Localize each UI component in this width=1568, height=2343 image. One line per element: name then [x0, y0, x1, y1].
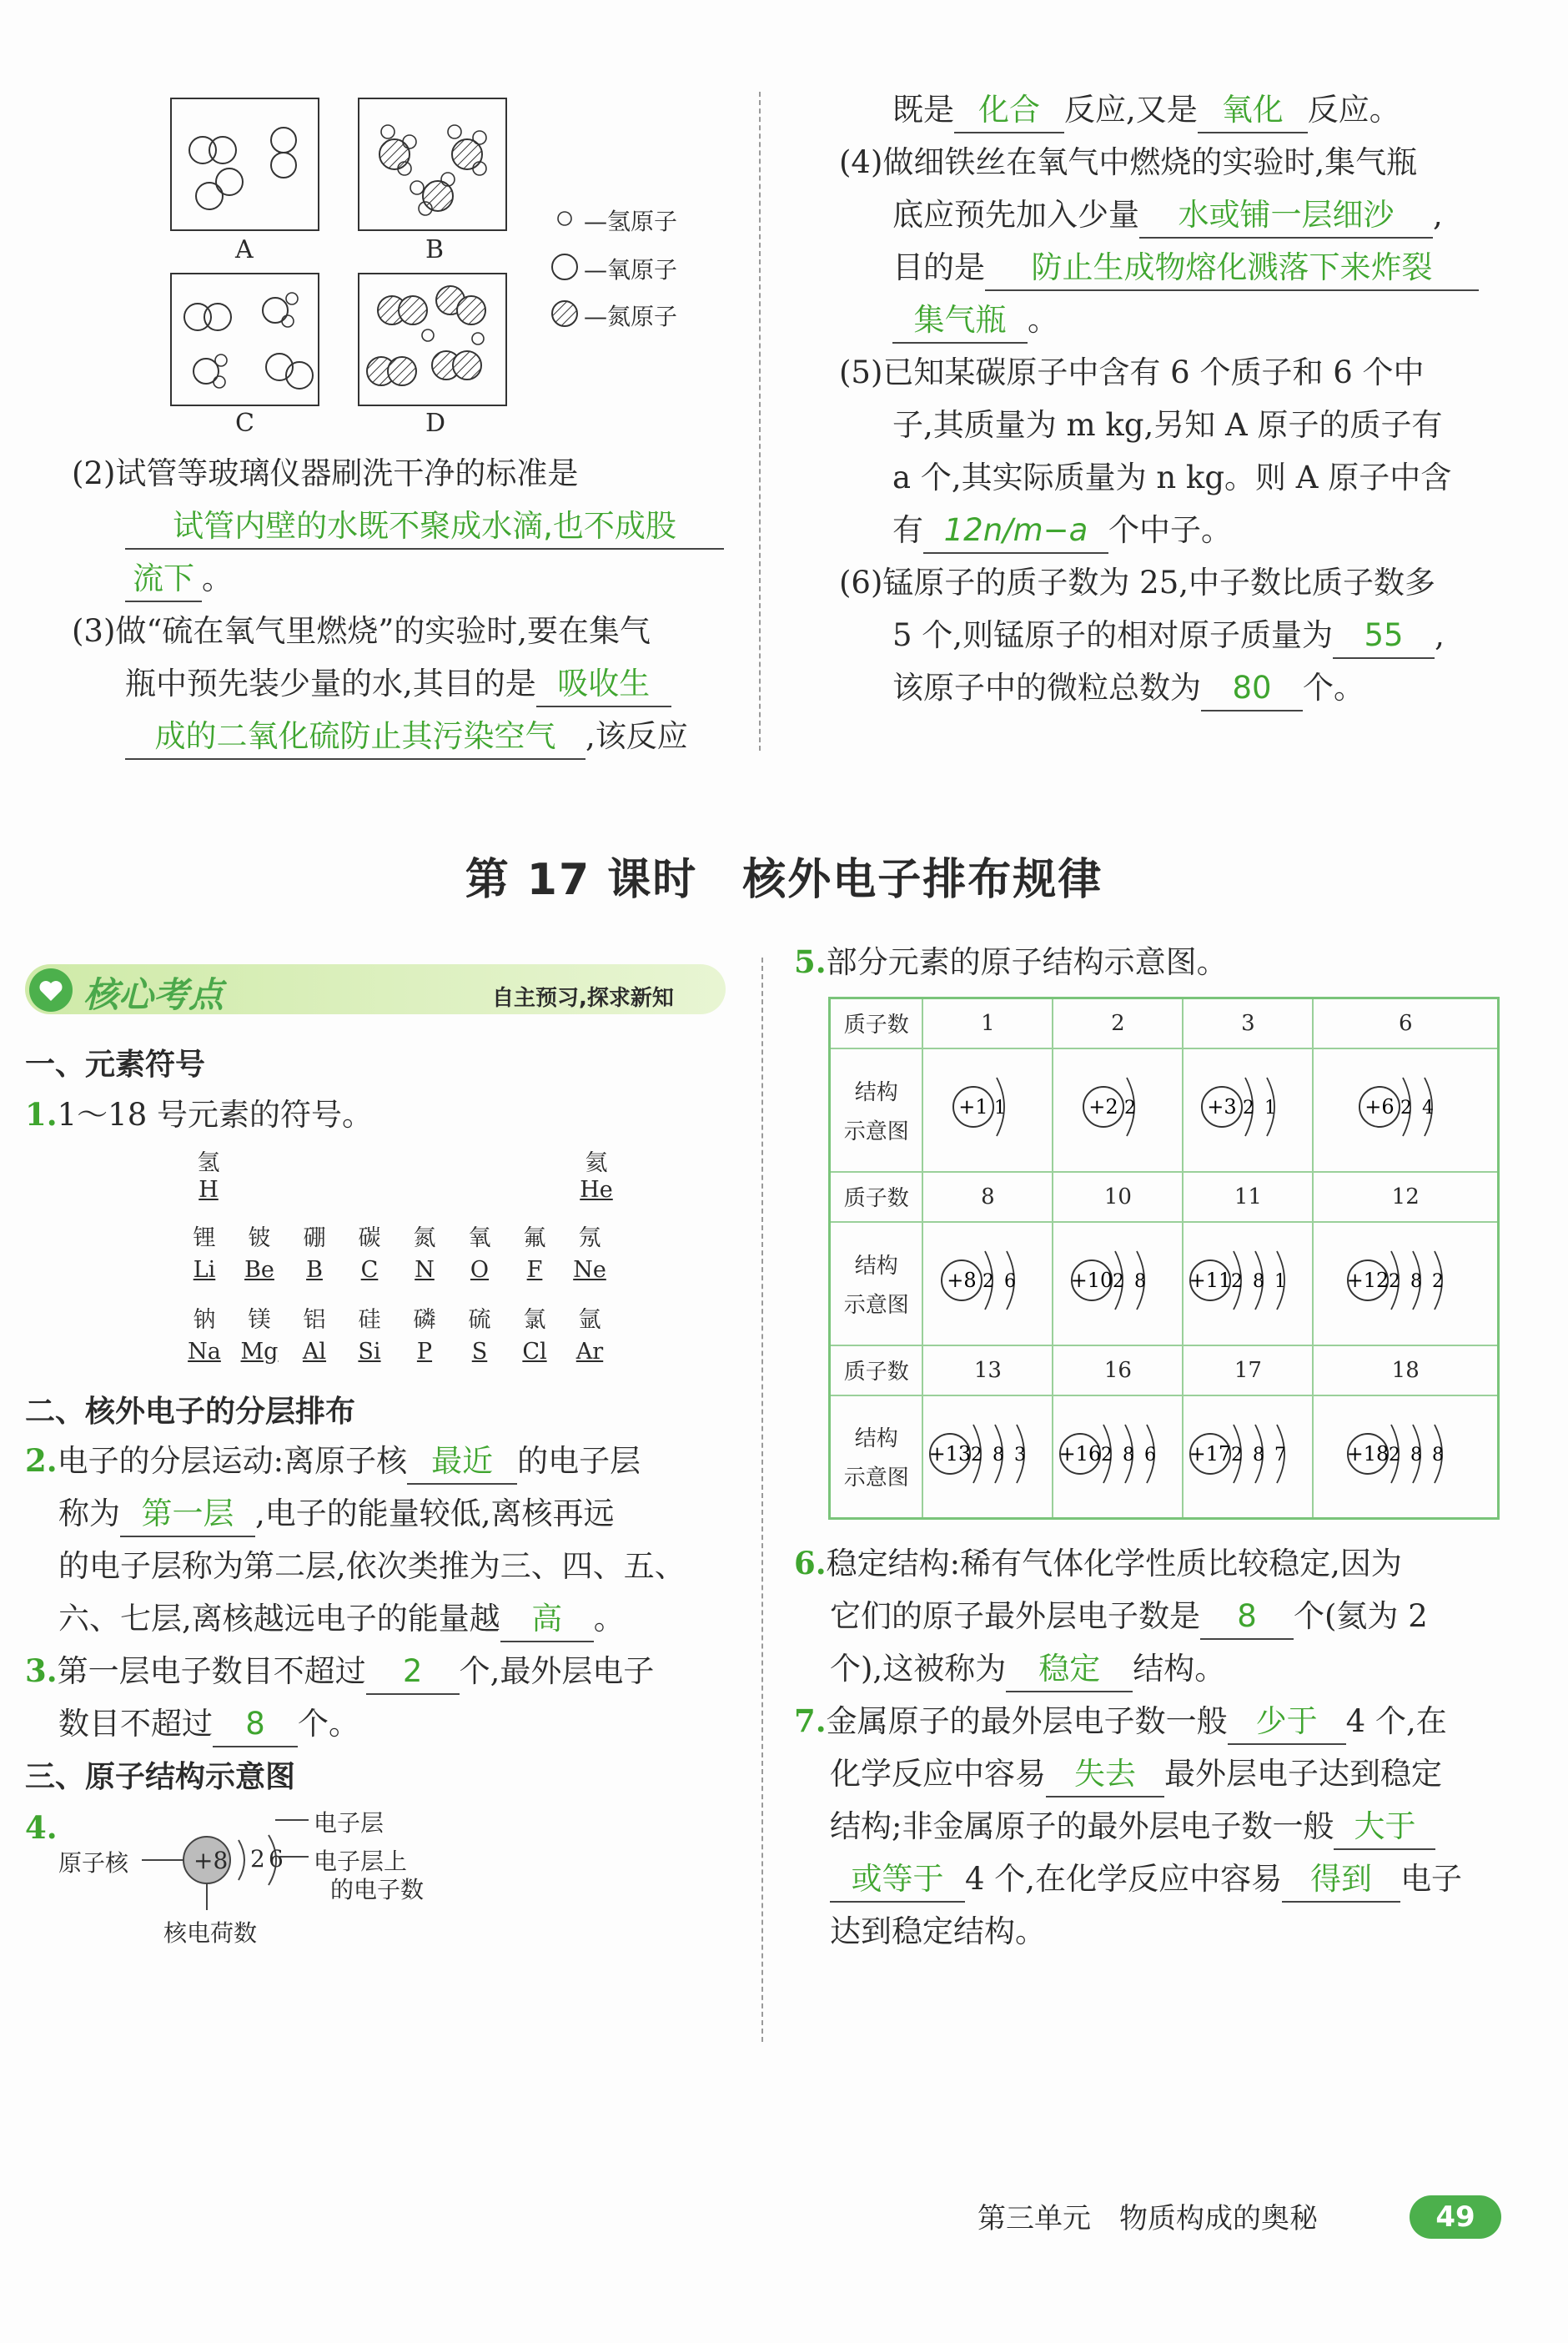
label-electrons-count: 的电子数 [330, 1876, 425, 1903]
proton-number-cell: 17 [1183, 1345, 1313, 1395]
q5-line1: (5)已知某碳原子中含有 6 个质子和 6 个中 [839, 354, 1425, 390]
q4-answer1: 水或铺一层细沙 [1139, 194, 1433, 239]
banner-subtitle: 自主预习,探求新知 [492, 986, 674, 1011]
q2-answer-high: 高 [500, 1597, 594, 1642]
q6-line1: (6)锰原子的质子数为 25,中子数比质子数多 [839, 565, 1436, 601]
q6-answer-8: 8 [1200, 1595, 1294, 1640]
row-label-proton: 质子数 [830, 1172, 923, 1222]
legend-hydrogen: —氢原子 [584, 208, 678, 235]
nucleus-charge: +1 [958, 1095, 989, 1119]
shell-electron-count: 8 [1134, 1271, 1147, 1292]
atom-diagram [1184, 1408, 1312, 1500]
proton-number-cell: 2 [1053, 998, 1183, 1048]
nitrogen-atom-icon [552, 301, 577, 326]
q7-answer-gain: 得到 [1282, 1858, 1400, 1903]
atom-diagram [947, 1061, 1028, 1153]
atom-diagram [935, 1234, 1040, 1326]
shell-electron-count: 1 [1274, 1271, 1287, 1292]
section3-heading: 三、原子结构示意图 [25, 1760, 296, 1794]
proton-number-cell: 10 [1053, 1172, 1183, 1222]
q2-line3: 的电子层称为第二层,依次类推为三、四、五、 [58, 1548, 686, 1584]
shell-electron-count: 8 [1410, 1271, 1423, 1292]
oxygen-atom-icon [552, 254, 577, 279]
q2-answer-nearest: 最近 [407, 1440, 517, 1485]
atom-diagram [1077, 1061, 1158, 1153]
nucleus-charge: +16 [1059, 1441, 1102, 1466]
label-electron-shell: 电子层 [314, 1809, 384, 1837]
nucleus-charge: +11 [1189, 1269, 1232, 1292]
element-he: 氦 He [580, 1150, 613, 1203]
shell-electron-count: 4 [1422, 1098, 1435, 1119]
q7-answer-less: 少于 [1228, 1700, 1346, 1745]
section2-heading: 二、核外电子的分层排布 [25, 1395, 356, 1429]
atom-diagram [1195, 1061, 1300, 1153]
q4-answer2: 防止生成物熔化溅落下来炸裂 [985, 246, 1479, 291]
q5-line2: 子,其质量为 m kg,另知 A 原子的质子有 [892, 407, 1443, 443]
atom-structure-cell [1053, 1048, 1183, 1172]
label-electrons-on-shell: 电子层上 [314, 1848, 408, 1875]
element-o: 氧 O [468, 1225, 491, 1283]
diagram-label-d: D [425, 409, 446, 438]
shell-electron-count: 2 [1389, 1444, 1401, 1466]
q2-answer2: 流下 [125, 557, 202, 602]
nucleus-charge: +10 [1071, 1269, 1113, 1292]
proton-number-cell: 3 [1183, 998, 1313, 1048]
row-label-proton: 质子数 [830, 1345, 923, 1395]
atom-shell2-count: 6 [269, 1845, 284, 1873]
element-p: 磷 P [413, 1307, 436, 1365]
q3-answer-8: 8 [213, 1702, 298, 1747]
q2-answer-first-layer: 第一层 [120, 1492, 255, 1537]
label-nucleus: 原子核 [58, 1849, 129, 1877]
legend-oxygen: —氧原子 [584, 256, 678, 284]
proton-number-cell: 16 [1053, 1345, 1183, 1395]
element-be: 铍 Be [244, 1225, 274, 1283]
lesson-title: 第 17 课时 核外电子排布规律 [465, 855, 1103, 905]
element-al: 铝 Al [302, 1307, 327, 1365]
page-number: 49 [1410, 2195, 1501, 2239]
row-label-structure: 结构 示意图 [830, 1395, 923, 1519]
label-nuclear-charge: 核电荷数 [163, 1919, 258, 1947]
shell-electron-count: 8 [993, 1444, 1005, 1466]
atom-structure-cell [922, 1395, 1053, 1519]
element-na: 钠 Na [188, 1307, 221, 1365]
nucleus-charge: +6 [1364, 1095, 1395, 1119]
shell-electron-count: 8 [1253, 1271, 1265, 1292]
q3-answer-2: 2 [366, 1650, 460, 1695]
atom-structure-cell [1053, 1222, 1183, 1345]
proton-number-cell: 12 [1313, 1172, 1498, 1222]
proton-number-cell: 6 [1313, 998, 1498, 1048]
shell-electron-count: 7 [1274, 1444, 1287, 1466]
element-ne: 氖 Ne [573, 1225, 606, 1283]
q5-text: 部分元素的原子结构示意图。 [826, 944, 1228, 980]
answer-combination: 化合 [954, 88, 1064, 133]
shell-electron-count: 2 [1400, 1098, 1413, 1119]
atom-nucleus-charge: +8 [193, 1847, 229, 1874]
shell-electron-count: 2 [1124, 1098, 1137, 1119]
q3-answer2: 成的二氧化硫防止其污染空气 [125, 715, 585, 760]
q7-line5: 达到稳定结构。 [830, 1913, 1046, 1949]
diagram-label-c: C [235, 409, 254, 438]
q3-line1: (3)做“硫在氧气里燃烧”的实验时,要在集气 [72, 613, 651, 649]
q6-answer-stable: 稳定 [1006, 1647, 1133, 1692]
q7-answer-greater: 大于 [1334, 1805, 1435, 1850]
atom-structure-cell [1183, 1395, 1313, 1519]
shell-electron-count: 8 [1253, 1444, 1265, 1466]
element-h: 氢 H [197, 1150, 220, 1203]
atom-shell1-count: 2 [250, 1845, 265, 1873]
q7-answer-or-equal: 或等于 [830, 1858, 965, 1903]
element-mg: 镁 Mg [240, 1307, 279, 1365]
shell-electron-count: 2 [971, 1444, 983, 1466]
nucleus-charge: +2 [1088, 1095, 1119, 1119]
answer-oxidation: 氧化 [1198, 88, 1308, 133]
atom-structure-cell [1183, 1222, 1313, 1345]
shell-electron-count: 2 [1243, 1098, 1255, 1119]
element-cl: 氯 Cl [522, 1307, 547, 1365]
shell-electron-count: 2 [1389, 1271, 1401, 1292]
atom-structure-cell [1183, 1048, 1313, 1172]
atom-diagram [923, 1408, 1052, 1500]
section1-heading: 一、元素符号 [25, 1048, 206, 1082]
footer-unit-title: 第三单元 物质构成的奥秘 [977, 2202, 1318, 2235]
proton-number-cell: 18 [1313, 1345, 1498, 1395]
shell-electron-count: 2 [1101, 1444, 1113, 1466]
shell-electron-count: 8 [1432, 1444, 1445, 1466]
q4-answer3: 集气瓶 [892, 299, 1028, 344]
q1-text: 1～18 号元素的符号。 [57, 1097, 374, 1133]
heart-icon [28, 968, 73, 1013]
shell-electron-count: 6 [1144, 1444, 1157, 1466]
q4-line1: (4)做细铁丝在氧气中燃烧的实验时,集气瓶 [839, 144, 1418, 180]
q5-line3: a 个,其实际质量为 n kg。则 A 原子中含 [892, 460, 1452, 495]
shell-electron-count: 2 [1231, 1271, 1244, 1292]
atom-structure-table [828, 997, 1500, 1520]
shell-electron-count: 2 [1113, 1271, 1125, 1292]
shell-electron-count: 8 [1410, 1444, 1423, 1466]
atom-diagram [1065, 1234, 1170, 1326]
atom-diagram [1341, 1408, 1470, 1500]
shell-electron-count: 2 [1231, 1444, 1244, 1466]
nucleus-charge: +18 [1346, 1441, 1390, 1466]
atom-diagram [1184, 1234, 1312, 1326]
q6-answer2: 80 [1201, 666, 1303, 711]
banner-title: 核心考点 [83, 974, 224, 1015]
element-si: 硅 Si [358, 1307, 381, 1365]
atom-structure-cell [1313, 1048, 1498, 1172]
column-divider-top [759, 92, 761, 751]
row-label-proton: 质子数 [830, 998, 923, 1048]
legend-nitrogen: —氮原子 [584, 303, 678, 330]
element-ar: 氩 Ar [575, 1307, 604, 1365]
q3-answer1: 吸收生 [536, 662, 671, 707]
q3-line2: 瓶中预先装少量的水,其目的是 [125, 666, 536, 701]
q5-answer: 12n/m−a [923, 509, 1108, 554]
atom-structure-cell [922, 1048, 1053, 1172]
atom-structure-cell [1053, 1395, 1183, 1519]
atom-diagram [1353, 1061, 1458, 1153]
element-n: 氮 N [413, 1225, 436, 1283]
nucleus-charge: +13 [929, 1441, 972, 1466]
proton-number-cell: 1 [922, 998, 1053, 1048]
atom-structure-cell [1313, 1395, 1498, 1519]
nucleus-charge: +17 [1189, 1441, 1232, 1466]
proton-number-cell: 11 [1183, 1172, 1313, 1222]
element-f: 氟 F [523, 1225, 546, 1283]
shell-electron-count: 2 [1432, 1271, 1445, 1292]
nucleus-charge: +3 [1207, 1095, 1238, 1119]
atom-structure-cell [1313, 1222, 1498, 1345]
element-li: 锂 Li [193, 1225, 216, 1283]
shell-electron-count: 2 [983, 1271, 995, 1292]
atom-structure-cell [922, 1222, 1053, 1345]
hydrogen-atom-icon [558, 212, 571, 225]
diagram-label-b: B [425, 235, 445, 264]
shell-electron-count: 3 [1014, 1444, 1027, 1466]
q6-line1: 稳定结构:稀有气体化学性质比较稳定,因为 [826, 1546, 1402, 1581]
element-s: 硫 S [468, 1307, 491, 1365]
element-c: 碳 C [358, 1225, 381, 1283]
shell-electron-count: 1 [994, 1098, 1007, 1119]
atom-diagram [1053, 1408, 1182, 1500]
shell-electron-count: 6 [1004, 1271, 1017, 1292]
diagram-label-a: A [235, 235, 254, 264]
atom-diagram [1341, 1234, 1470, 1326]
proton-number-cell: 13 [922, 1345, 1053, 1395]
q6-answer1: 55 [1333, 614, 1435, 659]
column-divider-bottom [761, 958, 763, 2042]
proton-number-cell: 8 [922, 1172, 1053, 1222]
nucleus-charge: +12 [1346, 1269, 1390, 1292]
q2-text: (2)试管等玻璃仪器刷洗干净的标准是 [72, 455, 579, 491]
shell-electron-count: 8 [1123, 1444, 1135, 1466]
q7-answer-lose: 失去 [1046, 1752, 1164, 1797]
q2-answer1: 试管内壁的水既不聚成水滴,也不成股 [125, 505, 724, 550]
element-b: 硼 B [303, 1225, 326, 1283]
row-label-structure: 结构 示意图 [830, 1222, 923, 1345]
row-label-structure: 结构 示意图 [830, 1048, 923, 1172]
shell-electron-count: 1 [1264, 1098, 1277, 1119]
nucleus-charge: +8 [947, 1269, 977, 1292]
